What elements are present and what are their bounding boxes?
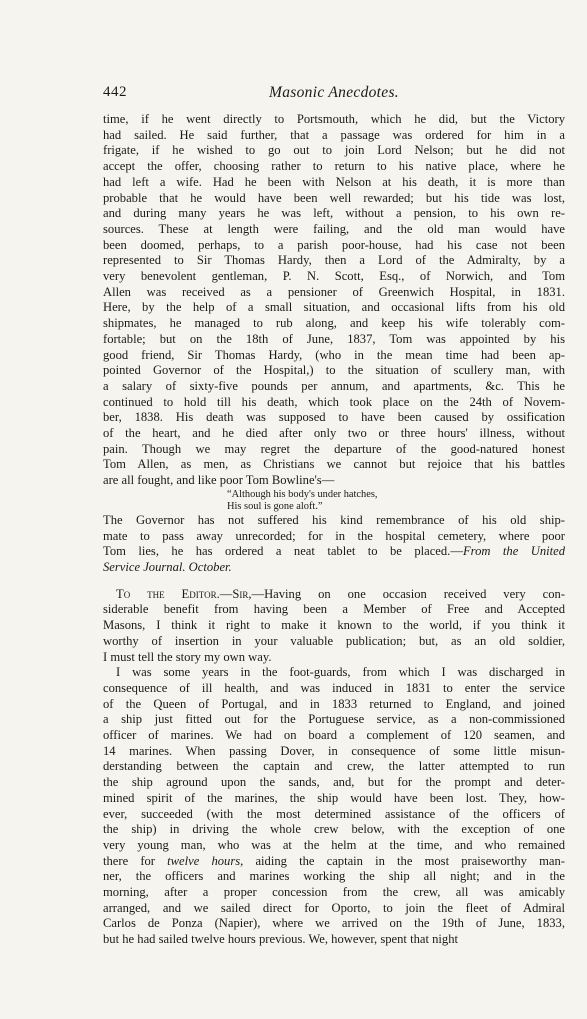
text-line: the ship) in driving the whole crew below, with the exception of one: [103, 822, 565, 837]
text-line: probable that he would have been well rewarded; but his tide was lost,: [103, 190, 565, 205]
text-line: time, if he went directly to Portsmouth, which he did, but the Victory: [103, 112, 565, 126]
verse-quotation: [227, 489, 565, 513]
text-line: [103, 587, 565, 603]
text-line: been doomed, perhaps, to a parish poor-house, had his case not been: [103, 237, 565, 252]
text-line: of the heart, and he died after only two or three hours' illness, without: [103, 426, 565, 441]
paragraph-gap: [103, 576, 565, 587]
text-line: worthy of insertion in your valuable publication; but, as an old soldier,: [103, 633, 565, 648]
text-line: officer of marines. We had on board a complement of 120 seamen, and: [103, 728, 565, 743]
text-line: fortable; but on the 18th of June, 1837, Tom was appointed by his: [103, 331, 565, 346]
text-line: a ship just fitted out for the Portuguese service, as a non-commissioned: [103, 712, 565, 727]
text-line: mate to pass away unrecorded; for in the hospital cemetery, where poor: [103, 528, 565, 543]
text-line: Carlos de Ponza (Napier), where we arrived on the 19th of June, 1833,: [103, 916, 565, 931]
text-span: Tom lies, he has ordered a neat tablet to be placed.—: [103, 544, 463, 559]
text-line: ner, the officers and marines working the ship all night; and in the: [103, 869, 565, 884]
text-line: consequence of ill health, and was induced in 1831 to enter the service: [103, 680, 565, 695]
text-line: frigate, if he wished to go out to join Lord Nelson; but he did not: [103, 143, 565, 158]
text-line: had left a wife. Had he been with Nelson at his death, it is more than: [103, 174, 565, 189]
text-line: the ship aground upon the sands, and, but for the prompt and deter-: [103, 775, 565, 790]
paragraph-letter-opening: [103, 587, 565, 666]
text-line: Here, by the help of a small situation, and occasional lifts from his old: [103, 300, 565, 315]
text-line: I was some years in the foot-guards, from which I was discharged in: [116, 665, 565, 680]
text-line: accept the offer, choosing rather to return to his native place, where he: [103, 159, 565, 174]
paragraph-tom-allen: [103, 112, 565, 489]
text-line: ber, 1838. His death was supposed to have been caused by ossification: [103, 410, 565, 425]
text-line: sources. These at length were failing, and the old man would have: [103, 221, 565, 236]
text-line: shipmates, he managed to rub along, and keep his wife tolerably com-: [103, 316, 565, 331]
text-line: morning, after a proper concession from the crew, all was amicably: [103, 885, 565, 900]
page-header: [103, 84, 565, 106]
page-number: 442: [103, 84, 127, 100]
running-title: Masonic Anecdotes.: [269, 84, 399, 101]
emphasis-phrase: twelve hours,: [167, 853, 244, 868]
text-line: ever, succeeded (with the most determined assistance of the officers of: [103, 806, 565, 821]
text-line: very benevolent gentleman, P. N. Scott, Esq., of Norwich, and Tom: [103, 269, 565, 284]
text-line: a salary of sixty-five pounds per annum, and apartments, &c. This he: [103, 378, 565, 393]
paragraph-governor: [103, 513, 565, 576]
text-line: [103, 854, 565, 870]
text-line: mined spirit of the marines, the ship would have been lost. They, how-: [103, 790, 565, 805]
source-citation-line: Service Journal. October.: [103, 559, 232, 574]
text-line: pain. Though we may regret the departure of the good-natured honest: [103, 441, 565, 456]
book-page: [103, 84, 565, 948]
text-line: continued to hold till his death, which took place on the 24th of Novem-: [103, 394, 565, 409]
text-line: of the Queen of Portugal, and in 1833 returned to England, and joined: [103, 696, 565, 711]
text-line: The Governor has not suffered his kind remembrance of his old ship-: [103, 512, 565, 527]
text-line: Allen was received as a pensioner of Greenwich Hospital, in 1831.: [103, 284, 565, 299]
paragraph-foot-guards: [103, 665, 565, 948]
text-span: aiding the captain in the most praiseworthy man-: [243, 853, 565, 868]
text-span: Having on one occasion received very con-: [264, 586, 565, 601]
text-line: but he had sailed twelve hours previous. We, however, spent that night: [103, 932, 458, 947]
text-span: there for: [103, 853, 168, 868]
text-line: good friend, Sir Thomas Hardy, (who in the mean time had been ap-: [103, 347, 565, 362]
text-line: pointed Governor of the Hospital,) to the situation of scullery man, with: [103, 363, 565, 378]
text-line: I must tell the story my own way.: [103, 649, 272, 664]
text-line: derstanding between the captain and crew, the latter attempted to run: [103, 759, 565, 774]
text-line: [103, 544, 565, 560]
source-citation: From the United: [462, 544, 565, 559]
text-line: 14 marines. When passing Dover, in consequence of some little misun-: [103, 743, 565, 758]
verse-line: His soul is gone aloft.”: [227, 500, 323, 512]
text-line: represented to Sir Thomas Hardy, then a Lord of the Admiralty, by a: [103, 253, 565, 268]
text-line: Masons, I think it right to make it known to the world, if you think it: [103, 618, 565, 633]
text-line: and during many years he was left, without a pension, to his own re-: [103, 206, 565, 221]
text-line: very young man, who was at the helm at the time, and who remained: [103, 837, 565, 852]
text-line: had sailed. He said further, that a passage was ordered for him in a: [103, 127, 565, 142]
verse-line: “Although his body's under hatches,: [227, 488, 378, 500]
text-line: siderable benefit from having been a Member of Free and Accepted: [103, 602, 565, 617]
text-line: Tom Allen, as men, as Christians we cannot but rejoice that his battles: [103, 457, 565, 472]
text-line: are all fought, and like poor Tom Bowline's—: [103, 473, 335, 488]
text-line: arranged, and we sailed direct for Oporto, to join the fleet of Admiral: [103, 900, 565, 915]
salutation: To the Editor.—Sir,—: [116, 586, 265, 601]
